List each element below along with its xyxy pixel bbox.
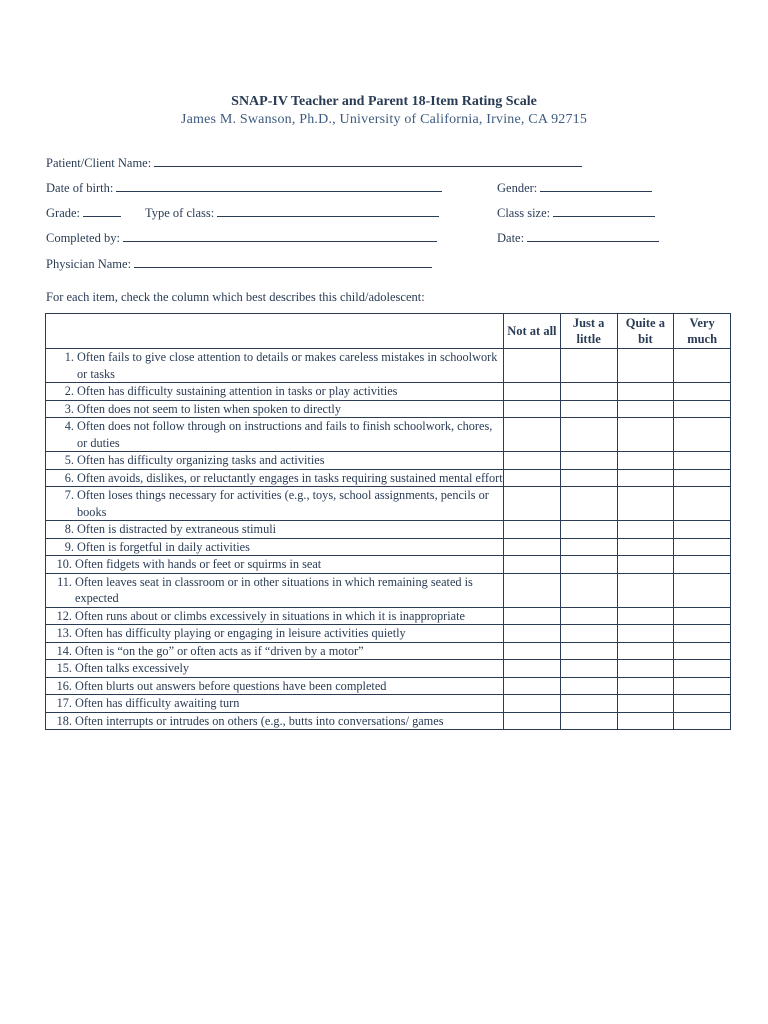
item-text: Often blurts out answers before questions have been completed bbox=[75, 678, 387, 693]
table-row bbox=[46, 521, 731, 539]
physician-line[interactable] bbox=[134, 256, 432, 268]
table-row bbox=[46, 642, 731, 660]
rating-box-just-a-little[interactable] bbox=[560, 400, 617, 418]
table-row bbox=[46, 695, 731, 713]
item-number: 12. bbox=[56, 608, 72, 623]
item-text: Often is “on the go” or often acts as if “driven by a motor” bbox=[75, 643, 364, 658]
item-cell bbox=[46, 487, 504, 521]
table-row bbox=[46, 383, 731, 401]
header-very-much: Very much bbox=[674, 314, 731, 349]
instruction-text: For each item, check the column which best describes this child/adolescent: bbox=[46, 290, 425, 304]
physician-field[interactable] bbox=[46, 256, 432, 272]
table-header-row bbox=[46, 314, 731, 349]
rating-box-not-at-all[interactable] bbox=[504, 521, 561, 539]
table-row bbox=[46, 418, 731, 452]
rating-box-very-much[interactable] bbox=[674, 487, 731, 521]
table-row bbox=[46, 677, 731, 695]
rating-box-quite-a-bit[interactable] bbox=[617, 712, 674, 730]
item-text: Often is distracted by extraneous stimuli bbox=[77, 522, 277, 536]
item-text: Often has difficulty awaiting turn bbox=[75, 696, 240, 710]
physician-label: Physician Name: bbox=[46, 257, 132, 271]
item-number: 2. bbox=[64, 384, 74, 398]
item-number: 11. bbox=[57, 574, 72, 589]
item-number: 17. bbox=[56, 696, 72, 710]
item-text: Often loses things necessary for activities (e.g., toys, school assignments, pencils or books bbox=[77, 488, 489, 519]
rating-box-quite-a-bit[interactable] bbox=[617, 538, 674, 556]
item-cell bbox=[46, 418, 504, 452]
rating-box-quite-a-bit[interactable] bbox=[617, 677, 674, 695]
item-text: Often has difficulty sustaining attention in tasks or play activities bbox=[77, 384, 398, 398]
rating-box-very-much[interactable] bbox=[674, 400, 731, 418]
class-size-label: Class size: bbox=[497, 206, 551, 220]
item-text: Often leaves seat in classroom or in other situations in which remaining seated is expected bbox=[75, 574, 473, 605]
patient-name-line[interactable] bbox=[154, 155, 582, 167]
item-text: Often avoids, dislikes, or reluctantly engages in tasks requiring sustained mental effort bbox=[77, 470, 503, 485]
class-type-label: Type of class: bbox=[145, 206, 215, 220]
rating-box-quite-a-bit[interactable] bbox=[617, 418, 674, 452]
rating-box-very-much[interactable] bbox=[674, 418, 731, 452]
rating-box-just-a-little[interactable] bbox=[560, 349, 617, 383]
table-row bbox=[46, 349, 731, 383]
rating-box-not-at-all[interactable] bbox=[504, 573, 561, 607]
rating-box-not-at-all[interactable] bbox=[504, 400, 561, 418]
class-size-line[interactable] bbox=[553, 205, 655, 217]
table-row bbox=[46, 469, 731, 487]
item-cell bbox=[46, 642, 504, 660]
patient-name-field[interactable] bbox=[46, 155, 582, 171]
rating-box-quite-a-bit[interactable] bbox=[617, 452, 674, 470]
item-cell bbox=[46, 349, 504, 383]
item-number: 3. bbox=[64, 401, 74, 416]
item-cell bbox=[46, 695, 504, 713]
item-number: 1. bbox=[64, 350, 74, 364]
item-cell bbox=[46, 538, 504, 556]
item-text: Often interrupts or intrudes on others (e.g., butts into conversations/ games bbox=[75, 713, 444, 728]
item-text: Often fails to give close attention to details or makes careless mistakes in schoolwork or tasks bbox=[77, 350, 498, 381]
rating-box-not-at-all[interactable] bbox=[504, 487, 561, 521]
table-row bbox=[46, 607, 731, 625]
rating-box-quite-a-bit[interactable] bbox=[617, 469, 674, 487]
rating-box-not-at-all[interactable] bbox=[504, 660, 561, 678]
rating-box-just-a-little[interactable] bbox=[560, 625, 617, 643]
grade-line[interactable] bbox=[83, 205, 121, 217]
table-row bbox=[46, 556, 731, 574]
table-row bbox=[46, 452, 731, 470]
rating-box-very-much[interactable] bbox=[674, 607, 731, 625]
item-text: Often talks excessively bbox=[75, 661, 190, 675]
item-cell bbox=[46, 383, 504, 401]
rating-table bbox=[45, 313, 731, 730]
item-number: 16. bbox=[56, 678, 72, 693]
rating-box-just-a-little[interactable] bbox=[560, 573, 617, 607]
item-text: Often does not seem to listen when spoken to directly bbox=[77, 401, 341, 416]
completed-by-field[interactable] bbox=[46, 230, 437, 246]
rating-box-just-a-little[interactable] bbox=[560, 607, 617, 625]
form-subtitle: James M. Swanson, Ph.D., University of California, Irvine, CA 92715 bbox=[180, 112, 588, 127]
item-text: Often has difficulty organizing tasks and activities bbox=[77, 453, 325, 467]
rating-box-quite-a-bit[interactable] bbox=[617, 349, 674, 383]
class-size-field[interactable] bbox=[497, 205, 655, 221]
rating-box-not-at-all[interactable] bbox=[504, 452, 561, 470]
rating-box-not-at-all[interactable] bbox=[504, 556, 561, 574]
item-number: 13. bbox=[56, 626, 72, 640]
rating-box-just-a-little[interactable] bbox=[560, 695, 617, 713]
item-cell bbox=[46, 607, 504, 625]
item-cell bbox=[46, 625, 504, 643]
rating-box-quite-a-bit[interactable] bbox=[617, 625, 674, 643]
table-row bbox=[46, 400, 731, 418]
rating-box-not-at-all[interactable] bbox=[504, 695, 561, 713]
item-text: Often runs about or climbs excessively in situations in which it is inappropriate bbox=[75, 608, 466, 623]
item-cell bbox=[46, 712, 504, 730]
table-row bbox=[46, 573, 731, 607]
grade-label: Grade: bbox=[46, 206, 81, 220]
item-number: 15. bbox=[56, 661, 72, 675]
rating-box-very-much[interactable] bbox=[674, 677, 731, 695]
form-title: SNAP-IV Teacher and Parent 18-Item Rating Scale bbox=[231, 94, 537, 109]
item-number: 7. bbox=[64, 488, 74, 502]
table-row bbox=[46, 712, 731, 730]
header-quite-a-bit: Quite a bit bbox=[617, 314, 674, 349]
item-number: 8. bbox=[64, 522, 74, 536]
item-number: 14. bbox=[56, 643, 72, 658]
rating-box-very-much[interactable] bbox=[674, 625, 731, 643]
item-text: Often does not follow through on instructions and fails to finish schoolwork, chores, or duties bbox=[77, 419, 493, 450]
item-cell bbox=[46, 469, 504, 487]
item-cell bbox=[46, 400, 504, 418]
item-cell bbox=[46, 556, 504, 574]
rating-box-very-much[interactable] bbox=[674, 452, 731, 470]
rating-box-very-much[interactable] bbox=[674, 383, 731, 401]
rating-box-just-a-little[interactable] bbox=[560, 383, 617, 401]
rating-box-not-at-all[interactable] bbox=[504, 712, 561, 730]
grade-field[interactable] bbox=[46, 205, 121, 221]
header-just-a-little: Just a little bbox=[560, 314, 617, 349]
item-cell bbox=[46, 573, 504, 607]
date-field[interactable] bbox=[497, 230, 659, 246]
patient-name-label: Patient/Client Name: bbox=[46, 156, 152, 170]
rating-box-just-a-little[interactable] bbox=[560, 538, 617, 556]
rating-box-quite-a-bit[interactable] bbox=[617, 383, 674, 401]
table-row bbox=[46, 625, 731, 643]
rating-box-just-a-little[interactable] bbox=[560, 677, 617, 695]
rating-box-quite-a-bit[interactable] bbox=[617, 400, 674, 418]
gender-line[interactable] bbox=[540, 180, 652, 192]
rating-box-just-a-little[interactable] bbox=[560, 521, 617, 539]
rating-box-just-a-little[interactable] bbox=[560, 487, 617, 521]
rating-box-very-much[interactable] bbox=[674, 469, 731, 487]
rating-box-just-a-little[interactable] bbox=[560, 642, 617, 660]
dob-line[interactable] bbox=[116, 180, 442, 192]
item-number: 18. bbox=[56, 713, 72, 728]
item-cell bbox=[46, 452, 504, 470]
table-row bbox=[46, 660, 731, 678]
rating-box-just-a-little[interactable] bbox=[560, 452, 617, 470]
rating-box-not-at-all[interactable] bbox=[504, 642, 561, 660]
rating-box-not-at-all[interactable] bbox=[504, 677, 561, 695]
rating-box-quite-a-bit[interactable] bbox=[617, 642, 674, 660]
rating-box-not-at-all[interactable] bbox=[504, 625, 561, 643]
gender-field[interactable] bbox=[497, 180, 652, 196]
item-text: Often has difficulty playing or engaging in leisure activities quietly bbox=[75, 626, 406, 640]
item-number: 9. bbox=[64, 539, 74, 554]
item-text: Often fidgets with hands or feet or squirms in seat bbox=[75, 557, 322, 571]
item-number: 6. bbox=[64, 470, 74, 485]
rating-box-not-at-all[interactable] bbox=[504, 607, 561, 625]
item-text: Often is forgetful in daily activities bbox=[77, 539, 250, 554]
rating-box-very-much[interactable] bbox=[674, 573, 731, 607]
rating-box-just-a-little[interactable] bbox=[560, 660, 617, 678]
rating-box-very-much[interactable] bbox=[674, 660, 731, 678]
item-cell bbox=[46, 521, 504, 539]
item-number: 10. bbox=[56, 557, 72, 571]
header-not-at-all: Not at all bbox=[504, 314, 561, 349]
item-number: 4. bbox=[64, 419, 74, 433]
rating-box-very-much[interactable] bbox=[674, 556, 731, 574]
dob-label: Date of birth: bbox=[46, 181, 114, 195]
rating-box-not-at-all[interactable] bbox=[504, 469, 561, 487]
dob-field[interactable] bbox=[46, 180, 442, 196]
rating-box-just-a-little[interactable] bbox=[560, 418, 617, 452]
rating-box-very-much[interactable] bbox=[674, 521, 731, 539]
rating-box-very-much[interactable] bbox=[674, 349, 731, 383]
table-row bbox=[46, 538, 731, 556]
rating-box-quite-a-bit[interactable] bbox=[617, 487, 674, 521]
rating-box-very-much[interactable] bbox=[674, 695, 731, 713]
item-number: 5. bbox=[64, 453, 74, 467]
rating-box-very-much[interactable] bbox=[674, 538, 731, 556]
rating-box-not-at-all[interactable] bbox=[504, 418, 561, 452]
date-line[interactable] bbox=[527, 230, 659, 242]
item-cell bbox=[46, 660, 504, 678]
rating-box-very-much[interactable] bbox=[674, 642, 731, 660]
rating-box-not-at-all[interactable] bbox=[504, 383, 561, 401]
gender-label: Gender: bbox=[497, 181, 538, 195]
rating-box-quite-a-bit[interactable] bbox=[617, 556, 674, 574]
rating-box-just-a-little[interactable] bbox=[560, 469, 617, 487]
rating-box-quite-a-bit[interactable] bbox=[617, 521, 674, 539]
completed-by-label: Completed by: bbox=[46, 231, 120, 245]
rating-box-just-a-little[interactable] bbox=[560, 556, 617, 574]
header-blank bbox=[46, 314, 504, 349]
rating-box-quite-a-bit[interactable] bbox=[617, 573, 674, 607]
rating-box-quite-a-bit[interactable] bbox=[617, 695, 674, 713]
rating-box-just-a-little[interactable] bbox=[560, 712, 617, 730]
rating-box-very-much[interactable] bbox=[674, 712, 731, 730]
date-label: Date: bbox=[497, 231, 525, 245]
rating-box-quite-a-bit[interactable] bbox=[617, 607, 674, 625]
rating-box-quite-a-bit[interactable] bbox=[617, 660, 674, 678]
rating-box-not-at-all[interactable] bbox=[504, 538, 561, 556]
completed-by-line[interactable] bbox=[123, 230, 437, 242]
item-cell bbox=[46, 677, 504, 695]
class-type-field[interactable] bbox=[145, 205, 439, 221]
table-row bbox=[46, 487, 731, 521]
rating-box-not-at-all[interactable] bbox=[504, 349, 561, 383]
class-type-line[interactable] bbox=[217, 205, 439, 217]
